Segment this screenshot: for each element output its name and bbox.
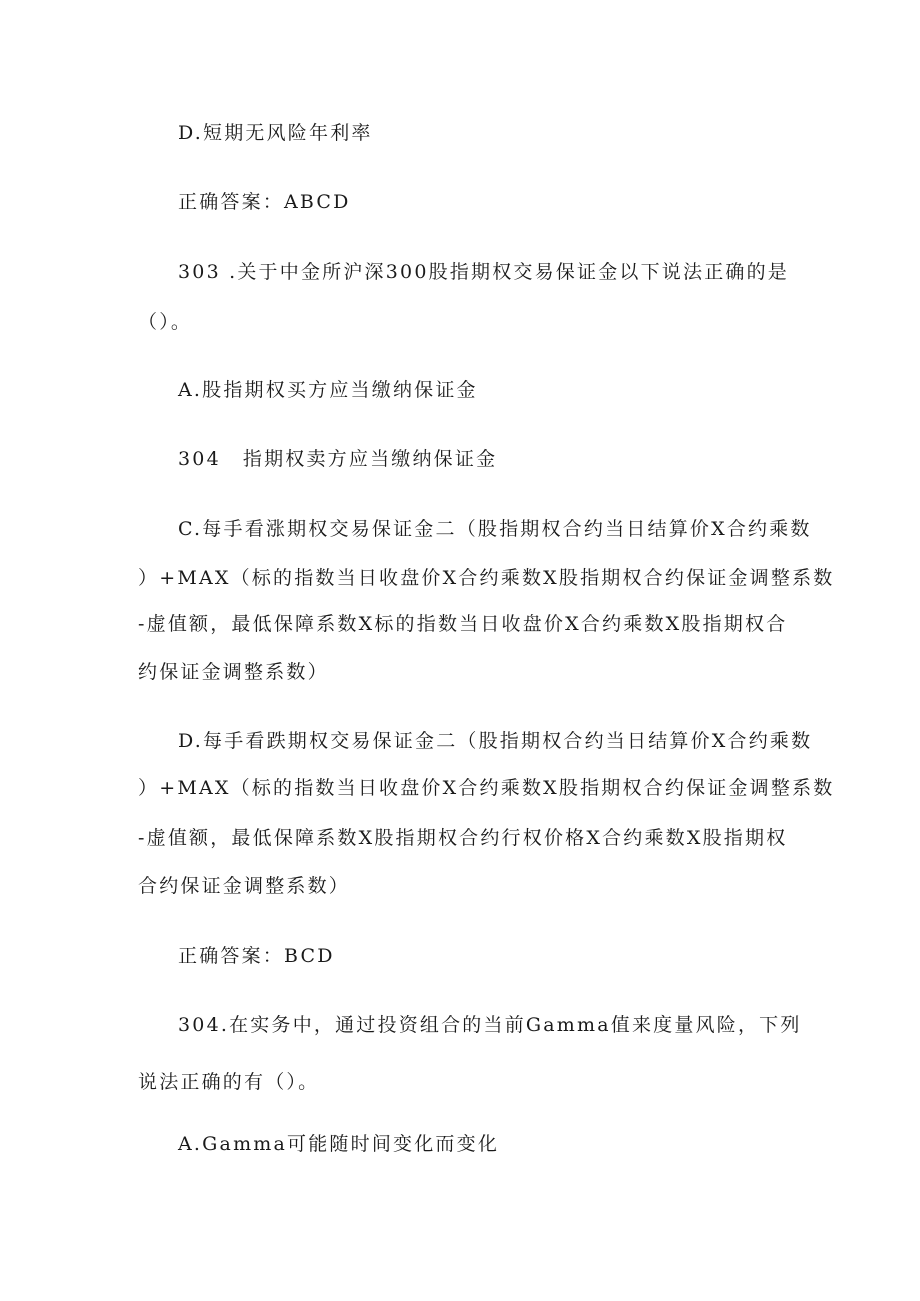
q303-option-d-line4: 合约保证金调整系数） (138, 875, 351, 897)
q303-option-b-text: 指期权卖方应当缴纳保证金 (242, 448, 498, 470)
q302-answer: 正确答案：ABCD (178, 191, 351, 213)
q303-option-d-line2: ）+MAX（标的指数当日收盘价X合约乘数X股指期权合约保证金调整系数 (138, 777, 835, 799)
q303-option-b-number: 304 (178, 448, 221, 470)
q303-option-b (178, 447, 920, 471)
q303-option-a: A.股指期权买方应当缴纳保证金 (178, 379, 478, 401)
q303-answer: 正确答案：BCD (178, 945, 335, 967)
q303-option-d-line1: D.每手看跌期权交易保证金二（股指期权合约当日结算价X合约乘数 (178, 730, 813, 752)
q303-stem-line2: （）。 (138, 311, 193, 333)
q304-option-a: A.Gamma可能随时间变化而变化 (178, 1133, 500, 1155)
q302-option-d: D.短期无风险年利率 (178, 122, 373, 144)
q303-option-c-line4: 约保证金调整系数） (138, 661, 329, 683)
q304-stem-line1: 304.在实务中，通过投资组合的当前Gamma值来度量风险，下列 (178, 1014, 802, 1036)
q304-stem-line2: 说法正确的有（）。 (138, 1071, 320, 1093)
q303-option-c-line1: C.每手看涨期权交易保证金二（股指期权合约当日结算价X合约乘数 (178, 518, 812, 540)
q303-stem-line1: 303 .关于中金所沪深300股指期权交易保证金以下说法正确的是 (178, 261, 790, 283)
q303-option-c-line2: ）+MAX（标的指数当日收盘价X合约乘数X股指期权合约保证金调整系数 (138, 567, 835, 589)
q303-option-d-line3: -虚值额，最低保障系数X股指期权合约行权价格X合约乘数X股指期权 (138, 827, 788, 849)
q303-option-c-line3: -虚值额，最低保障系数X标的指数当日收盘价X合约乘数X股指期权合 (138, 613, 788, 635)
